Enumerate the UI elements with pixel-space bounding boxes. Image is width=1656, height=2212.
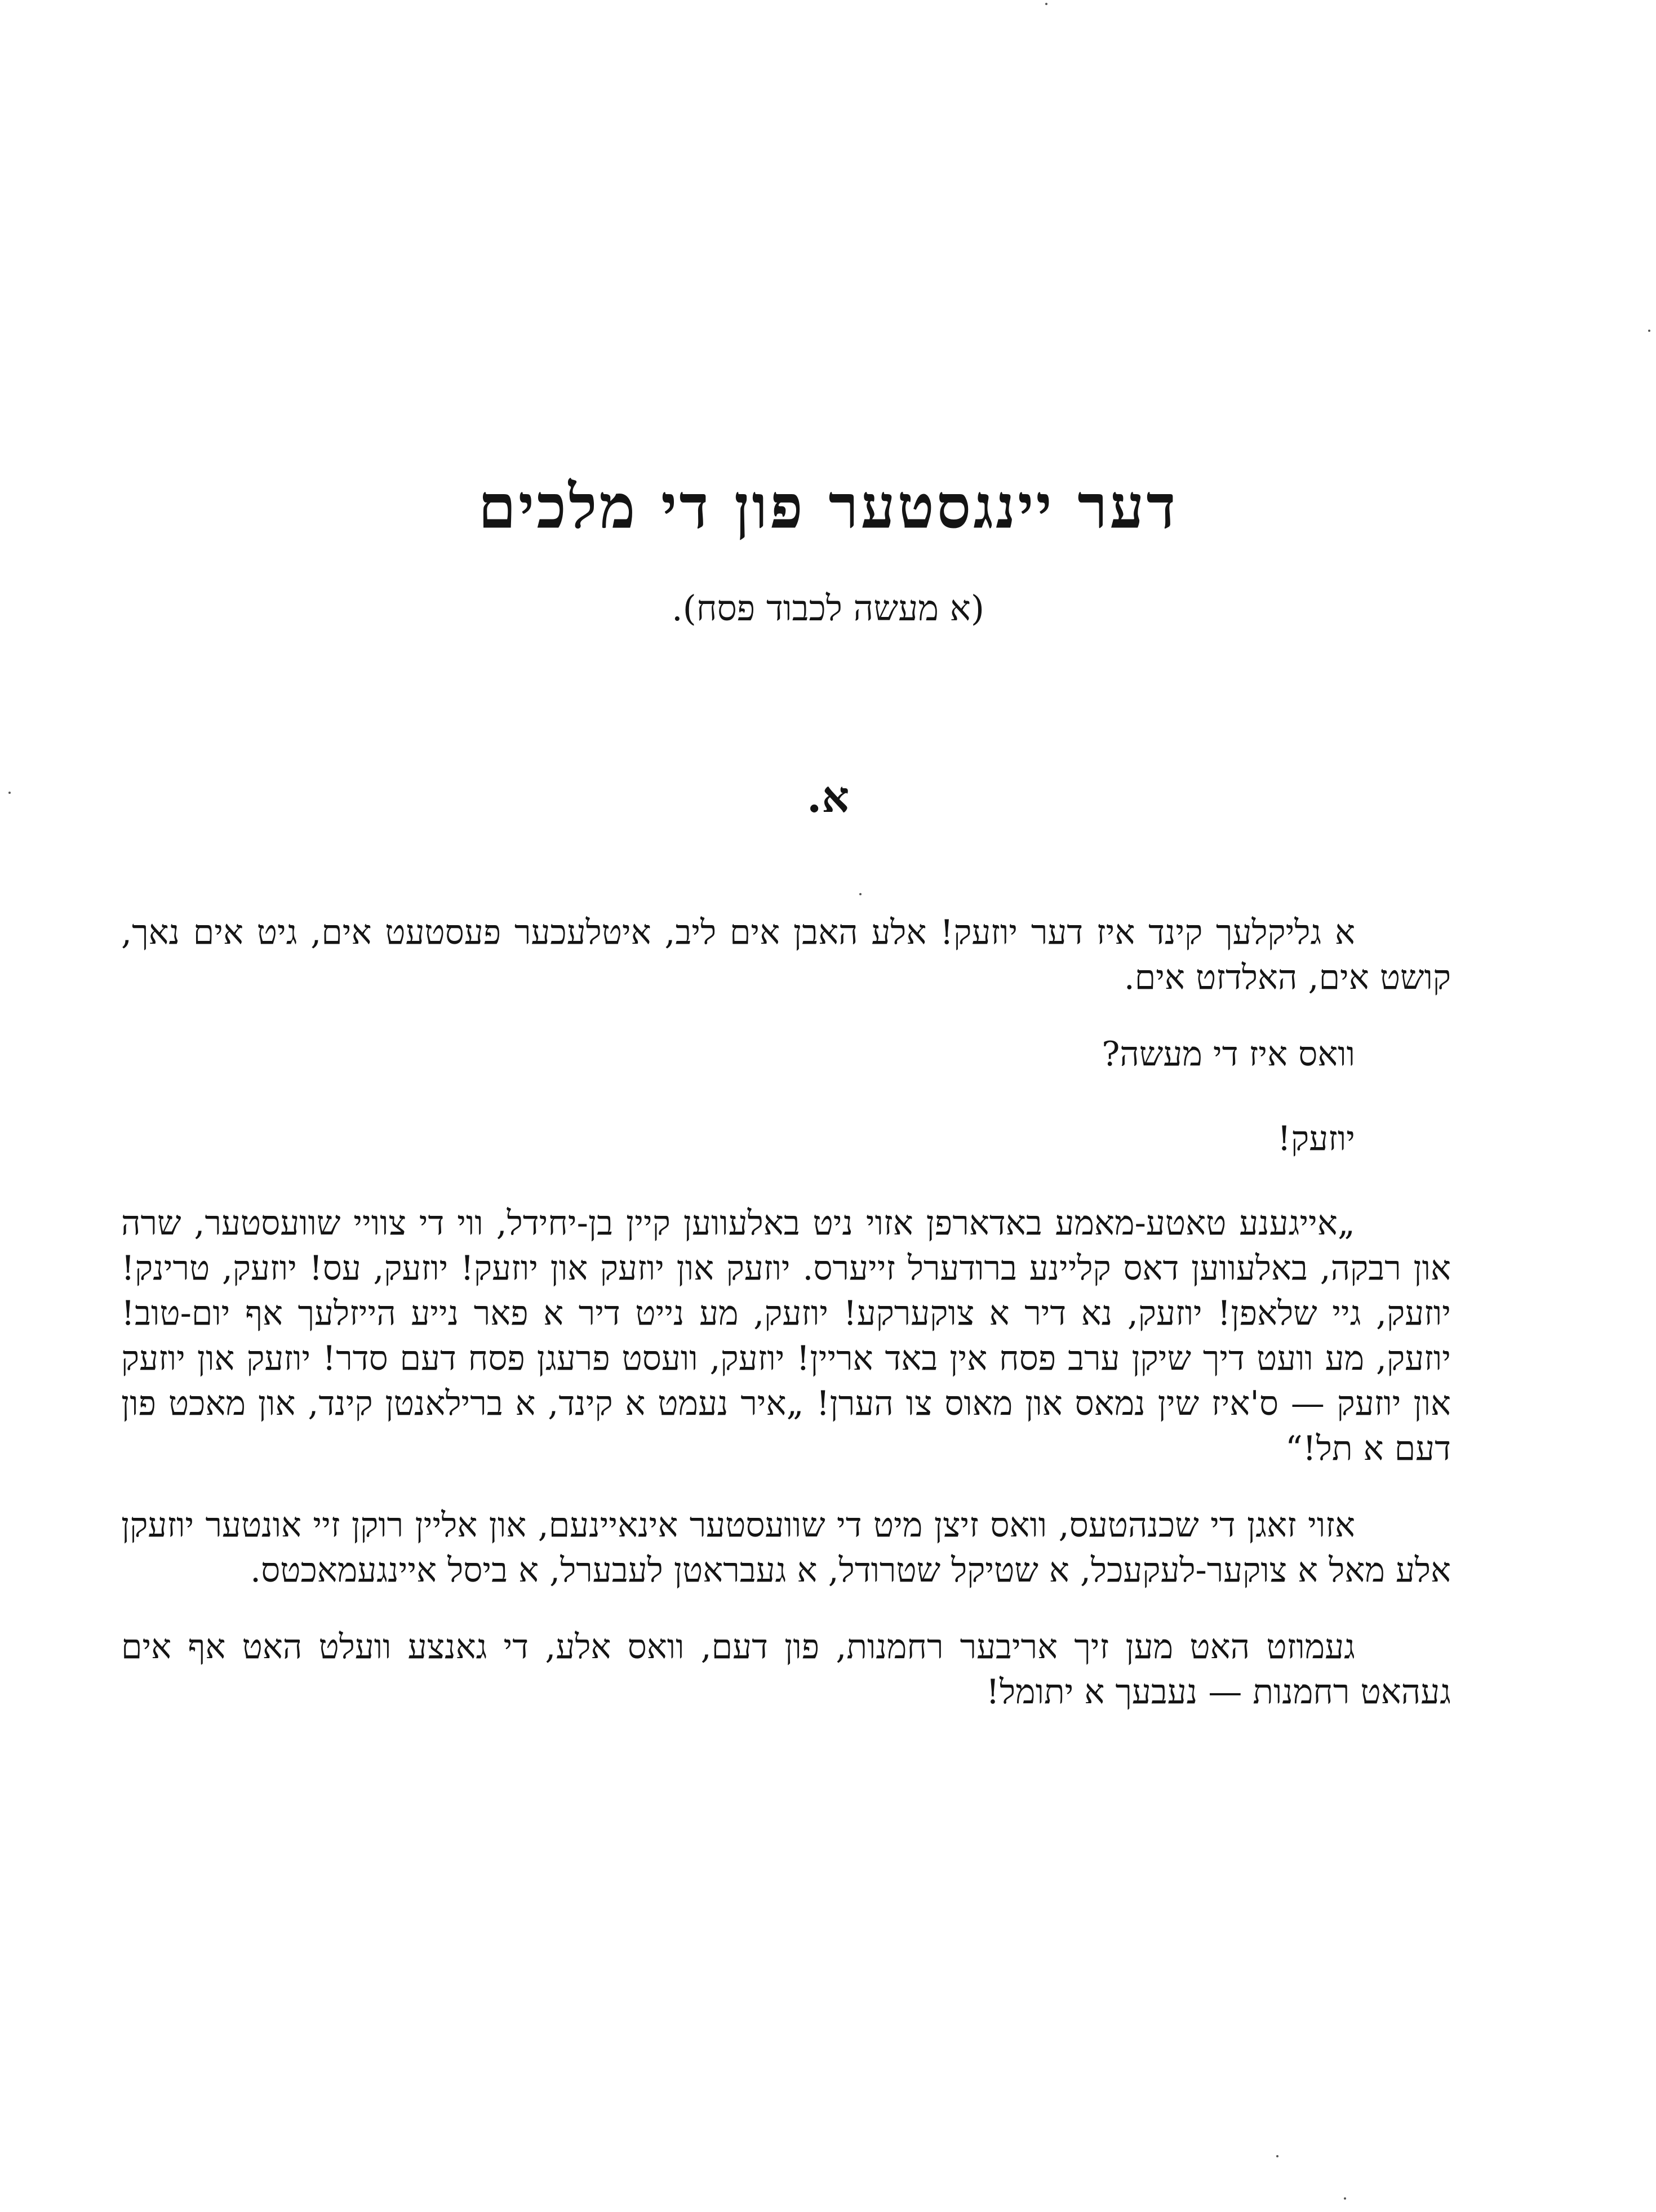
paragraph-2: וואס איז די מעשה? — [1102, 1034, 1355, 1074]
scan-speck — [1344, 2197, 1346, 2200]
story-body — [121, 910, 1451, 1714]
paragraph-4: „אייגענע טאטע-מאמע באדארפן אזוי ניט באלעווען קיין בן-יחידל, ווי די צוויי שוועסטער, שרה און רבקה, באלעווען דאס קליינע ברודערל זייערס. יוזעק און יוזעק און יוזעק! יוזעק, עס! יוזעק, טרינק! יוזעק, גיי שלאפן! יוזעק, נא דיר א צוקערקע! יוזעק, מע נייט דיר א פאר נייע הייזלעך אף יום-טוב! יוזעק, מע וועט דיך שיקן ערב פסח אין באד אריין! יוזעק, וועסט פרעגן פסח דעם סדר! יוזעק און יוזעק און יוזעק — ס'איז שין נמאס און מאוס צו הערן! „איר נעמט א קינד, א ברילאנטן קינד, און מאכט פון דעם א תל!“ — [121, 1203, 1451, 1468]
scan-speck — [1045, 3, 1047, 5]
scan-speck — [859, 893, 862, 895]
scan-speck — [1648, 330, 1650, 332]
story-subtitle: (א מעשה לכבוד פסח). — [671, 588, 985, 629]
paragraph-3: יוזעק! — [1277, 1119, 1355, 1158]
paragraph-5: אזוי זאגן די שכנהטעס, וואס זיצן מיט די שוועסטער אינאיינעם, און אליין רוקן זיי אונטער יוזעקן אלע מאל א צוקער-לעקעכל, א שטיקל שטרודל, א געבראטן לעבערל, א ביסל איינגעמאכטס. — [121, 1505, 1451, 1590]
story-title: דער יינגסטער פון די מלכים — [478, 472, 1178, 543]
chapter-number: א. — [806, 772, 850, 822]
scan-speck — [1276, 2155, 1278, 2157]
paragraph-6: געמוזט האט מען זיך אריבער רחמנות, פון דעם, וואס אלע, די גאנצע וועלט האט אף אים געהאט רחמנות — נעבעך א יתומל! — [121, 1627, 1451, 1712]
paragraph-1: א גליקלעך קינד איז דער יוזעק! אלע האבן אים ליב, איטלעכער פעסטעט אים, גיט אים נאך, קושט אים, האלדזט אים. — [121, 913, 1451, 997]
scan-speck — [8, 792, 11, 794]
